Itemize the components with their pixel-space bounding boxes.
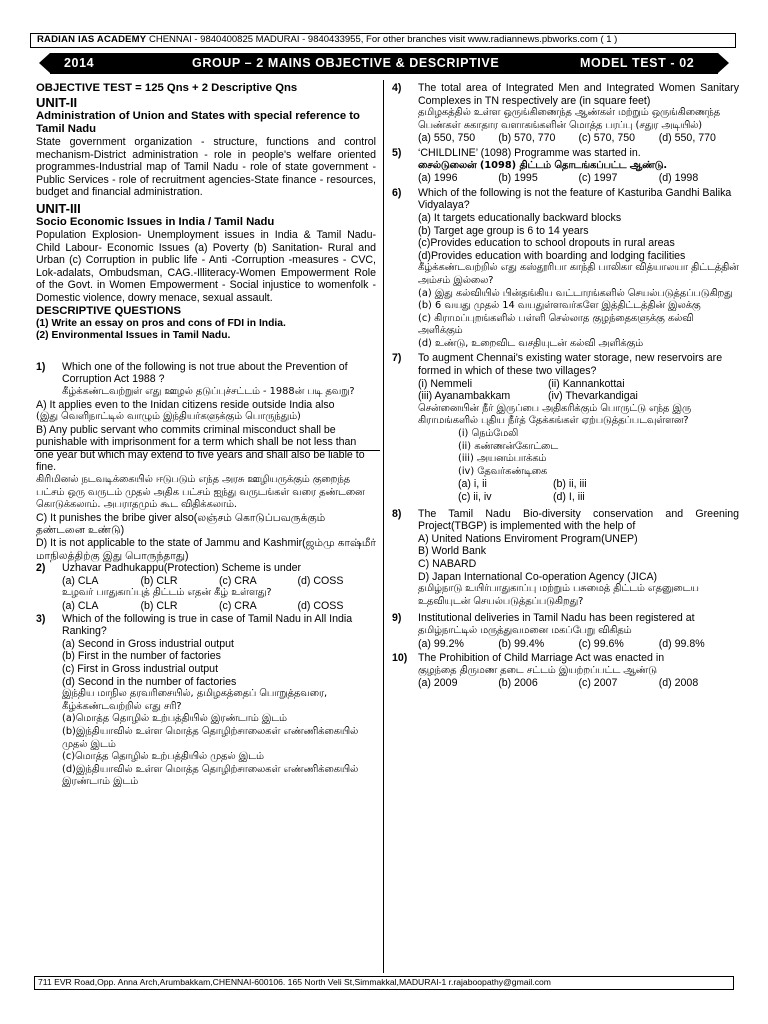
q6-option-d: (d)Provides education with boarding and lodging facilities [418, 249, 686, 262]
option-a: (a) CLA [62, 600, 99, 612]
question-number: 7) [392, 352, 402, 365]
footer-address: 711 EVR Road,Opp. Anna Arch,Arumbakkam,CHENNAI-600106. 165 North Veli St,Simmakkal,MADURAI-1 r.rajaboopathy@gmail.com [38, 977, 551, 987]
question-number: 6) [392, 186, 402, 199]
question-number: 2) [36, 562, 46, 575]
descriptive-title: DESCRIPTIVE QUESTIONS [36, 304, 182, 317]
q2-options [62, 575, 376, 588]
q3-ta-option-b: (b)இந்தியாவில் உள்ள மொத்த தொழிற்சாலைகள் எண்ணிக்கையில் முதல் இடம் [62, 725, 359, 750]
page-number: ( 1 ) [600, 34, 618, 45]
column-divider [383, 80, 384, 973]
q7-ta-village-3: (iii) அயனம்பாக்கம் [458, 453, 547, 465]
q7-ta-village-1: (i) நெம்மேலி [458, 428, 519, 440]
question-1 [36, 361, 376, 399]
q1-option-d-en: D) It is not applicable to the state of Jammu and Kashmir(ஜம்மு காஷ்மீர் மாநிலத்திற்கு இது பொருந்தாது) [36, 537, 376, 562]
option-c: (c) CRA [219, 600, 257, 612]
question-4 [392, 82, 739, 145]
option-c: (c) 1997 [578, 172, 618, 185]
question-text-ta: இந்திய மாநில தரவரிசையில், தமிழகத்தைப் பொறுத்தவரை, கீழ்க்கண்டவற்றில் எது சரி? [62, 688, 328, 712]
question-number: 10) [392, 652, 408, 665]
option-d: (d) COSS [297, 574, 344, 587]
option-b: (b) 570, 770 [498, 132, 556, 145]
option-c: (c) 99.6% [578, 637, 624, 650]
descriptive-q1: (1) Write an essay on pros and cons of FDI in India. [36, 317, 286, 329]
option-a: (a) 2009 [418, 677, 458, 690]
question-number: 1) [36, 360, 46, 373]
q1-option-c-en: C) It punishes the bribe giver also(லஞ்சம் கொடுப்பவருக்கும் தண்டனை உண்டு) [36, 511, 326, 537]
objective-line: OBJECTIVE TEST = 125 Qns + 2 Descriptive Qns [36, 82, 298, 94]
question-text-en: The total area of Integrated Men and Integrated Women Sanitary Complexes in TN respectively are (in square feet) [418, 82, 739, 107]
option-d: (d) 2008 [658, 677, 699, 690]
title-year: 2014 [64, 56, 95, 70]
question-number: 5) [392, 146, 402, 159]
question-5 [392, 147, 739, 185]
title-exam: GROUP – 2 MAINS OBJECTIVE & DESCRIPTIVE [192, 56, 500, 70]
footer-bar [34, 976, 734, 990]
option-b: (b) CLR [140, 574, 178, 587]
question-7 [392, 352, 739, 503]
unit3-body: Population Explosion- Unemployment issues in India & Tamil Nadu- Child Labour- Economic Issues (a) Poverty (b) Sanitation- Rural and Urban (c) Corruption in public life - Anti -Corruption -measures - CVC, Lok-adalats, Ombudsman, CAG.-Illiteracy-Women Empowerment Role of the Govt. in Women Empowerment - Social injustice to womenfolk - Domestic violence, dowry menace, sexual assault. [36, 228, 376, 304]
village-4: (iv) Thevarkandigai [548, 390, 638, 403]
q3-ta-option-c: (c)மொத்த தொழில் உற்பத்தியில் முதல் இடம் [62, 751, 264, 763]
option-a: (a) 550, 750 [418, 132, 476, 145]
q1-option-a-en: A) It applies even to the Inidan citizens reside outside India also [36, 398, 335, 411]
right-column [392, 82, 739, 690]
question-text-ta: குழந்தை திருமண தடை சட்டம் இயற்றப்பட்ட ஆண்டு [418, 664, 657, 676]
option-d: (d) I, iii [553, 491, 585, 503]
q8-option-d: D) Japan International Co-operation Agency (JICA) [418, 570, 658, 583]
q3-option-d: (d) Second in the number of factories [62, 675, 237, 688]
q7-ta-village-2: (ii) கண்ணன்கோட்டை [458, 440, 559, 452]
question-number: 8) [392, 507, 402, 520]
title-bar [50, 53, 718, 74]
q2-options-ta [62, 600, 376, 613]
question-text-en: To augment Chennai's existing water storage, new reservoirs are formed in which of these two villages? [418, 352, 723, 378]
question-text-ta: தமிழகத்தில் உள்ள ஒருங்கிணைந்த ஆண்கள் மற்றும் ஒருங்கிணைந்த பெண்கள் சுகாதார வளாகங்களின் மொத்த பரப்பு (சதுர அடியில்) [418, 107, 721, 131]
unit2-title: UNIT-II [36, 95, 78, 110]
q8-option-b: B) World Bank [418, 545, 487, 558]
q7-answers-row2 [418, 491, 648, 504]
question-text-en: Which of the following is not the feature of Kasturiba Gandhi Balika Vidyalaya? [418, 186, 732, 212]
q1-option-b-en: B) Any public servant who commits criminal misconduct shall be punishable with imprisonment for a term which shall be not less than one year but which may extend to five years and shall also be liable to fine. [36, 423, 365, 474]
question-9 [392, 612, 739, 650]
option-a: (a) 1996 [418, 172, 458, 185]
question-number: 4) [392, 82, 402, 94]
q1-option-a-ta: (இது வெளிநாட்டில் வாழும் இந்தியர்களுக்கும் பொருந்தும்) [36, 411, 301, 423]
question-text-en: Which one of the following is not true about the Prevention of Corruption Act 1988 ? [62, 360, 348, 386]
question-text-ta: கீழ்க்கண்டவற்றில் எது கஸ்தூரிபா காந்தி பாலிகா வித்யாலயா திட்டத்தின் அம்சம் இல்லை? [418, 262, 739, 286]
descriptive-q2: (2) Environmental Issues in Tamil Nadu. [36, 330, 231, 342]
question-text-en: The Prohibition of Child Marriage Act was enacted in [418, 652, 665, 665]
academy-name: RADIAN IAS ACADEMY [37, 34, 147, 45]
question-2 [36, 562, 376, 612]
option-b: (b) 1995 [498, 172, 538, 185]
village-3: (iii) Ayanambakkam [418, 390, 511, 403]
q7-answers-row1 [418, 478, 648, 491]
q4-options [418, 132, 739, 145]
q9-options [418, 638, 739, 651]
village-1: (i) Nemmeli [418, 377, 473, 390]
title-test: MODEL TEST - 02 [580, 56, 695, 70]
q7-villages-row2 [418, 390, 678, 403]
q5-options [418, 172, 739, 185]
unit3-title: UNIT-III [36, 200, 81, 216]
title-arrow-right [718, 53, 729, 73]
option-c: (c) ii, iv [458, 491, 492, 503]
question-number: 9) [392, 612, 402, 625]
option-a: (a) 99.2% [418, 637, 464, 650]
question-8 [392, 508, 739, 609]
q8-option-a: A) United Nations Enviroment Program(UNEP) [418, 532, 638, 545]
unit2-body: State government organization - structure, functions and control mechanism-District administration - role in people's welfare oriented programmes-Industrial map of Tamil Nadu - role of state government - Public Services - role of recruitment agencies-State finance - resources, budget and financial administration. [36, 136, 376, 199]
q6-ta-option-d: (d) உண்டு, உறைவிட வசதியுடன் கல்வி அளிக்கும் [418, 337, 644, 349]
option-d: (d) COSS [297, 600, 344, 612]
question-text-ta: சென்னையின் நீர் இருப்பை அதிகரிக்கும் பொருட்டு எந்த இரு கிராமங்களில் புதிய நீர்த் தேக்கங்கள் ஏற்படுத்தப்படவுள்ளன? [418, 402, 692, 427]
question-text-en: Which of the following is true in case of Tamil Nadu in All India Ranking? [62, 612, 353, 638]
question-text-en: Uzhavar Padhukappu(Protection) Scheme is under [62, 562, 302, 575]
question-text-en: ‘CHILDLINE’ (1098) Programme was started in. [418, 146, 641, 159]
option-d: (d) 550, 770 [658, 132, 716, 145]
q7-ta-village-4: (iv) தேவர்கண்டிகை [458, 465, 548, 477]
q3-option-a: (a) Second in Gross industrial output [62, 637, 234, 650]
option-d: (d) 99.8% [658, 637, 705, 650]
q6-option-a: (a) It targets educationally backward blocks [418, 211, 622, 224]
question-number: 3) [36, 612, 46, 625]
option-c: (c) 2007 [578, 677, 618, 690]
question-text-ta: உழவர் பாதுகாப்புத் திட்டம் எதன் கீழ் உள்ளது? [62, 587, 272, 599]
question-text-ta: கீழ்க்கண்டவற்றுள் எது ஊழல் தடுப்புச்சட்டம் - 1988ன் படி தவறு? [62, 385, 355, 397]
q6-option-c: (c)Provides education to school dropouts in rural areas [418, 237, 675, 250]
q3-option-c: (c) First in Gross industrial output [62, 662, 219, 675]
question-6 [392, 187, 739, 351]
question-text-en: The Tamil Nadu Bio-diversity conservation and Greening Project(TBGP) is implemented with the help of [418, 507, 739, 533]
header-contact: CHENNAI - 9840400825 MADURAI - 9840433955, For other branches visit www.radiannews.pbworks.com [146, 34, 598, 45]
option-c: (c) CRA [219, 574, 257, 587]
question-text-ta: சைல்டுலைன் (1098) திட்டம் தொடங்கப்பட்ட ஆண்டு. [418, 159, 668, 171]
option-b: (b) 99.4% [498, 637, 545, 650]
q6-ta-option-a: (a) இது கல்வியில் பின்தங்கிய வட்டாரங்களில் செயல்படுத்தப்படுகிறது [418, 287, 733, 299]
q3-option-b: (b) First in the number of factories [62, 650, 221, 663]
question-text-ta: தமிழ்நாடு உயிர்பாதுகாப்பு மற்றும் பசுமைத் திட்டம் எதனுடைய உதவியுடன் செயல்படுத்தப்படுகிறது? [418, 583, 699, 607]
option-a: (a) CLA [62, 574, 99, 587]
q6-option-b: (b) Target age group is 6 to 14 years [418, 224, 589, 237]
question-10 [392, 652, 739, 690]
option-b: (b) CLR [140, 600, 178, 612]
q8-option-c: C) NABARD [418, 557, 477, 570]
option-b: (b) ii, iii [553, 478, 587, 491]
option-b: (b) 2006 [498, 677, 538, 690]
header-bar [30, 33, 736, 48]
unit2-heading: Administration of Union and States with special reference to Tamil Nadu [36, 110, 360, 135]
option-a: (a) i, ii [458, 478, 487, 491]
title-arrow-left [39, 53, 50, 73]
q3-ta-option-d: (d)இந்தியாவில் உள்ள மொத்த தொழிற்சாலைகள் எண்ணிக்கையில் இரண்டாம் இடம் [62, 763, 359, 788]
q1-option-b-ta: கிரிமினல் நடவடிக்கையில் ஈடுபடும் எந்த அரசு ஊழியருக்கும் குறைந்த பட்சம் ஒரு வருடம் முதல் அதிக பட்சம் ஐந்து வருடங்கள் வரை தண்டனை கொடுக்கலாம். அபராதமும் கூட விதிக்கலாம். [36, 474, 365, 511]
left-column [36, 82, 376, 789]
question-text-ta: தமிழ்நாட்டில் மருத்துவமனை மகப்பேறு விகிதம் [418, 624, 632, 636]
unit3-heading: Socio Economic Issues in India / Tamil Nadu [36, 215, 275, 228]
q10-options [418, 677, 739, 690]
question-3 [36, 613, 376, 789]
q3-ta-option-a: (a)மொத்த தொழில் உற்பத்தியில் இரண்டாம் இடம் [62, 713, 287, 725]
q6-ta-option-b: (b) 6 வயது முதல் 14 வயதுள்ளவர்களே இத்திட்டத்தின் இலக்கு [418, 300, 701, 312]
village-2: (ii) Kannankottai [548, 377, 625, 390]
option-c: (c) 570, 750 [578, 132, 636, 145]
option-d: (d) 1998 [658, 172, 699, 185]
q6-ta-option-c: (c) கிராமப்புறங்களில் பள்ளி செல்லாத குழந்தைகளுக்கு கல்வி அளிக்கும் [418, 312, 694, 337]
q7-villages-row1 [418, 378, 678, 391]
question-text-en: Institutional deliveries in Tamil Nadu has been registered at [418, 612, 695, 625]
